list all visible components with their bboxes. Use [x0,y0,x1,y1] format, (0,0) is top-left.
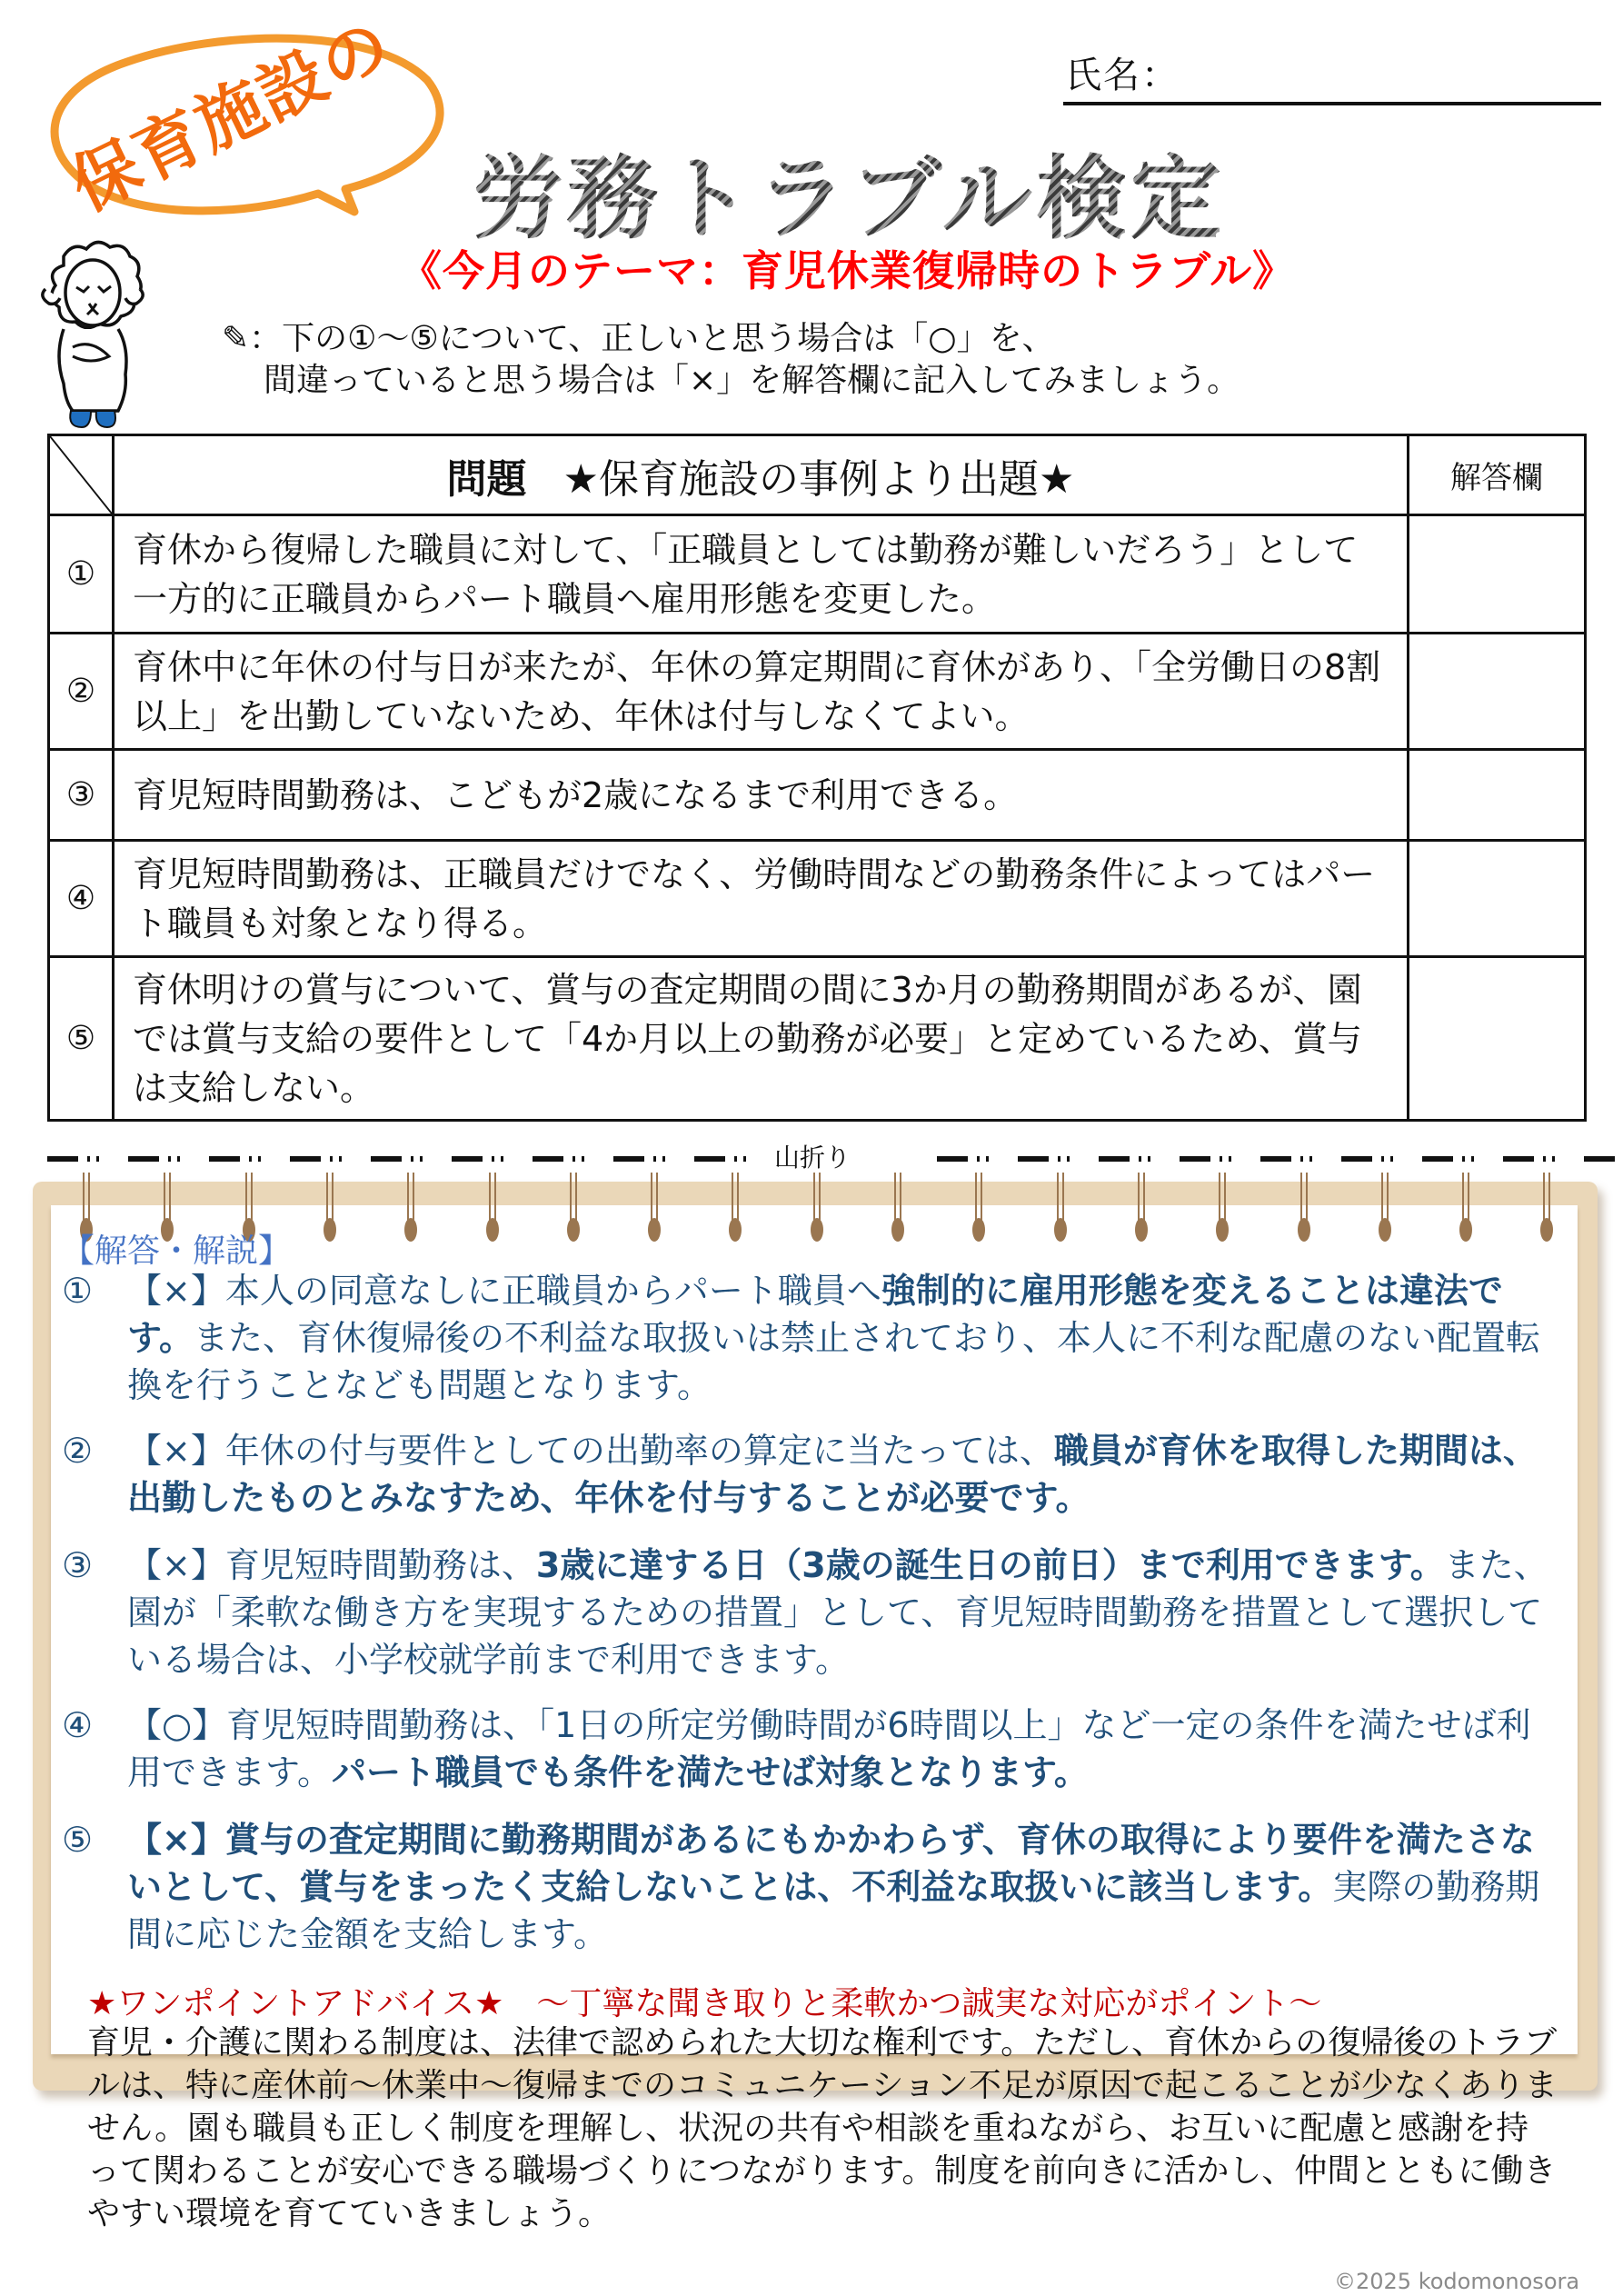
question-header-label: 問題 [446,455,527,503]
question-text: 育休中に年休の付与日が来たが、年休の算定期間に育休があり、「全労働日の8割以上」を出勤していないため、年休は付与しなくてよい。 [114,634,1409,750]
diagonal-line-icon [50,436,112,514]
fold-dot [1229,1156,1231,1162]
answer-item [62,1427,1561,1522]
fold-dot [96,1156,99,1162]
answer-mark: 【×】 [127,1545,225,1585]
binder-ring-icon [1135,1173,1148,1243]
binder-ring-icon [891,1173,904,1243]
fold-dot [1543,1156,1546,1162]
answer-cell[interactable] [1409,841,1586,957]
fold-dot [977,1156,980,1162]
fold-label: 山折り [763,1138,861,1174]
advice-title [87,1978,1321,2024]
corner-cell [49,435,114,515]
page-title: 労務トラブル検定 [473,125,1225,256]
instruction-line-1: ✎：下の①～⑤について、正しいと思う場合は「○」を、 [222,320,1055,357]
answer-text: 年休の付与要件としての出勤率の算定に当たっては、 [224,1431,1054,1471]
fold-dot [492,1156,494,1162]
fold-dot [420,1156,423,1162]
fold-dot [1148,1156,1150,1162]
instructions [222,318,1240,402]
answer-number: ③ [62,1545,94,1585]
binder-ring-icon [1216,1173,1229,1243]
binder-ring-icon [1298,1173,1310,1243]
fold-dot [1309,1156,1312,1162]
question-text: 育児短時間勤務は、こどもが2歳になるまで利用できる。 [114,750,1409,841]
fold-dot [249,1156,252,1162]
fold-dash [209,1156,240,1162]
binder-ring-icon [567,1173,580,1243]
fold-dot [1300,1156,1303,1162]
answer-number: ⑤ [62,1820,94,1860]
fold-dot [1220,1156,1222,1162]
table-row [49,515,1586,634]
fold-dash [290,1156,321,1162]
fold-dot [582,1156,584,1162]
answer-column-header: 解答欄 [1409,435,1586,515]
answer-mark: 【×】 [127,1431,225,1471]
answer-bold-text: パート職員でも条件を満たせば対象となります。 [331,1752,1089,1792]
binder-ring-icon [1540,1173,1553,1243]
fold-dash [1018,1156,1049,1162]
fold-dot [501,1156,503,1162]
fold-dash [1341,1156,1372,1162]
binder-ring-icon [811,1173,823,1243]
answer-item [62,1702,1561,1796]
answer-bold-text: 強制的に雇用形態を変えることは違法です。 [127,1271,1503,1358]
advice-title-main: ★ワンポイントアドバイス★ [87,1985,504,2022]
question-text: 育休明けの賞与について、賞与の査定期間の間に3か月の勤務期間があるが、園では賞与支給の要件として「4か月以上の勤務が必要」と定めているため、賞与は支給しない。 [114,957,1409,1121]
fold-dash [694,1156,725,1162]
fold-dot [177,1156,180,1162]
fold-dash [128,1156,159,1162]
question-number: ③ [49,750,114,841]
answer-text: 育児短時間勤務は、「1日の所定労働時間が6時間以上」など一定の条件を満たせば利用できます。 [127,1705,1531,1792]
answer-item [62,1267,1561,1409]
fold-dash [1099,1156,1130,1162]
fold-dot [1381,1156,1384,1162]
fold-dot [1067,1156,1070,1162]
fold-dot [662,1156,665,1162]
question-number: ② [49,634,114,750]
answer-mark: 【×】 [127,1820,225,1860]
fold-dash [1180,1156,1210,1162]
answer-cell[interactable] [1409,515,1586,634]
binder-ring-icon [729,1173,742,1243]
fold-dot [258,1156,261,1162]
question-header-sub: ★保育施設の事例より出題★ [563,455,1075,503]
answer-bold-text: 3歳に達する日（3歳の誕生日の前日）まで利用できます。 [535,1545,1445,1585]
answer-cell[interactable] [1409,957,1586,1121]
answer-text-after: 実際の勤務期間に応じた金額を支給します。 [127,1867,1540,1954]
table-row [49,957,1586,1121]
binder-ring-icon [486,1173,499,1243]
fold-dash [452,1156,483,1162]
binder-ring-icon [1379,1173,1391,1243]
fold-dash [1422,1156,1453,1162]
question-table [47,434,1587,1122]
name-label: 氏名： [1065,55,1180,96]
fold-dot [1058,1156,1060,1162]
fold-dot [1552,1156,1555,1162]
answer-bold-text: 賞与の査定期間に勤務期間があるにもかかわらず、育休の取得により要件を満たさないとして、賞与をまったく支給しないことは、不利益な取扱いに該当します。 [127,1820,1535,1907]
question-number: ④ [49,841,114,957]
table-row [49,841,1586,957]
table-row [49,634,1586,750]
copyright: ©2025 kodomonosora [1334,2269,1580,2294]
fold-dash [47,1156,78,1162]
question-text: 育休から復帰した職員に対して、「正職員としては勤務が難しいだろう」として一方的に正職員からパート職員へ雇用形態を変更した。 [114,515,1409,634]
answer-text: 本人の同意なしに正職員からパート職員へ [224,1271,881,1311]
question-header [114,435,1409,515]
fold-dot [411,1156,413,1162]
answer-text-after: また、園が「柔軟な働き方を実現するための措置」として、育児短時間勤務を措置として選択している場合は、小学校就学前まで利用できます。 [127,1545,1548,1680]
fold-dot [986,1156,989,1162]
fold-dot [168,1156,171,1162]
binder-ring-icon [648,1173,661,1243]
answer-number: ① [62,1271,94,1311]
answer-item [62,1542,1561,1683]
question-number: ① [49,515,114,634]
instruction-line-2: 間違っていると思う場合は「×」を解答欄に記入してみましょう。 [264,362,1240,399]
fold-dash [1260,1156,1291,1162]
fold-dot [743,1156,746,1162]
fold-dash [613,1156,644,1162]
fold-dot [573,1156,575,1162]
bubble-text: 保育施設の [59,5,404,227]
fold-dot [1462,1156,1465,1162]
answer-number: ④ [62,1705,94,1745]
answer-number: ② [62,1431,94,1471]
fold-dot [339,1156,342,1162]
monthly-theme: 《今月のテーマ：育児休業復帰時のトラブル》 [400,246,1296,295]
fold-dot [734,1156,737,1162]
fold-dash [371,1156,402,1162]
answer-bold-text: 職員が育休を取得した期間は、出勤したものとみなすため、年休を付与することが必要です。 [127,1431,1538,1518]
fold-dash [533,1156,563,1162]
fold-dash [1584,1156,1615,1162]
fold-dot [1390,1156,1393,1162]
table-row [49,750,1586,841]
fold-dash [937,1156,968,1162]
binder-ring-icon [1459,1173,1472,1243]
binder-ring-icon [972,1173,985,1243]
binder-ring-icon [324,1173,336,1243]
fold-dot [653,1156,656,1162]
question-number: ⑤ [49,957,114,1121]
answer-mark: 【×】 [127,1271,225,1311]
name-field[interactable] [1063,36,1601,105]
fold-dot [87,1156,90,1162]
table-header-row [49,435,1586,515]
fold-dash [1503,1156,1534,1162]
advice-body: 育児・介護に関わる制度は、法律で認められた大切な権利です。ただし、育休からの復帰後のトラブルは、特に産休前～休業中～復帰までのコミュニケーション不足が原因で起こることが少なくありません。園も職員も正しく制度を理解し、状況の共有や相談を重ねながら、お互いに配慮と感謝を持って関わることが安心できる職場づくりにつながります。制度を前向きに活かし、仲間とともに働きやすい環境を育てていきましょう。 [87,2024,1558,2232]
binder-ring-icon [404,1173,417,1243]
answers-heading: 【解答・解説】 [62,1233,292,1270]
answer-cell[interactable] [1409,634,1586,750]
advice-subtitle: ～丁寧な聞き取りと柔軟かつ誠実な対応がポイント～ [536,1985,1322,2022]
binder-ring-icon [1054,1173,1067,1243]
answer-mark: 【○】 [127,1705,227,1745]
answer-cell[interactable] [1409,750,1586,841]
fold-dot [1471,1156,1474,1162]
answer-text: 育児短時間勤務は、 [224,1545,536,1585]
question-text: 育児短時間勤務は、正職員だけでなく、労働時間などの勤務条件によってはパート職員も対象となり得る。 [114,841,1409,957]
answer-text-after: また、育休復帰後の不利益な取扱いは禁止されており、本人に不利な配慮のない配置転換を行うことなども問題となります。 [127,1318,1540,1405]
fold-dot [330,1156,333,1162]
fold-dot [1139,1156,1141,1162]
sheep-mascot-icon [36,238,154,438]
answer-item [62,1816,1561,1958]
